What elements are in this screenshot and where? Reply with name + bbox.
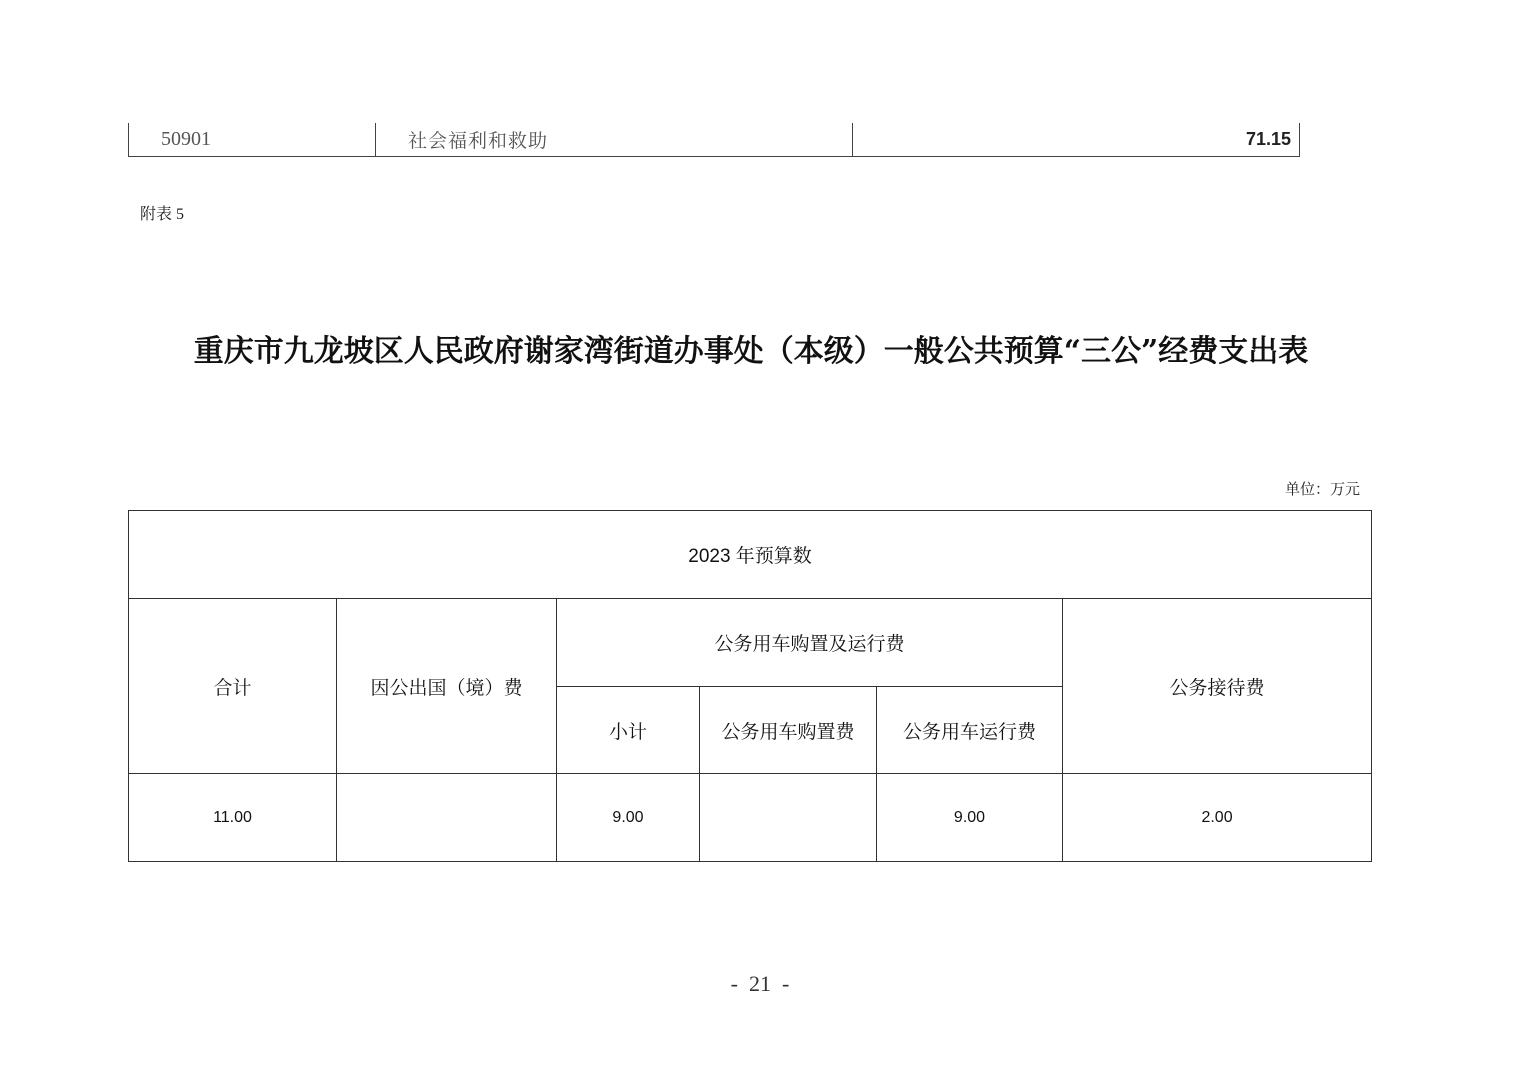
header-row-primary: [129, 599, 1372, 687]
unit-label: 单位：万元: [1284, 482, 1360, 498]
header-vehicle-subtotal: 小计: [557, 687, 700, 774]
cell-vehicle-subtotal: 9.00: [557, 774, 700, 862]
year-header-row: [129, 511, 1372, 599]
cell-reception: 2.00: [1063, 774, 1372, 862]
cell-total: 11.00: [129, 774, 337, 862]
table-row: [129, 774, 1372, 862]
fragment-amount-cell: 71.15: [1245, 129, 1291, 149]
fragment-name-cell: 社会福利和救助: [376, 123, 853, 156]
fragment-code-cell: 50901: [129, 123, 376, 156]
header-reception: 公务接待费: [1063, 599, 1372, 774]
cell-overseas: [337, 774, 557, 862]
header-vehicle: 公务用车购置及运行费: [557, 599, 1063, 687]
header-total: 合计: [129, 599, 337, 774]
year-header-cell: 2023 年预算数: [129, 511, 1372, 599]
header-vehicle-operation: 公务用车运行费: [877, 687, 1063, 774]
page-number: - 21 -: [730, 971, 790, 996]
previous-table-fragment-row: [128, 123, 1300, 157]
header-overseas: 因公出国（境）费: [337, 599, 557, 774]
document-title: 重庆市九龙坡区人民政府谢家湾街道办事处（本级）一般公共预算“三公”经费支出表: [193, 334, 1309, 369]
three-public-expenses-table: [128, 510, 1372, 862]
cell-vehicle-purchase: [700, 774, 877, 862]
appendix-label: 附表 5: [140, 206, 185, 223]
cell-vehicle-operation: 9.00: [877, 774, 1063, 862]
header-vehicle-purchase: 公务用车购置费: [700, 687, 877, 774]
